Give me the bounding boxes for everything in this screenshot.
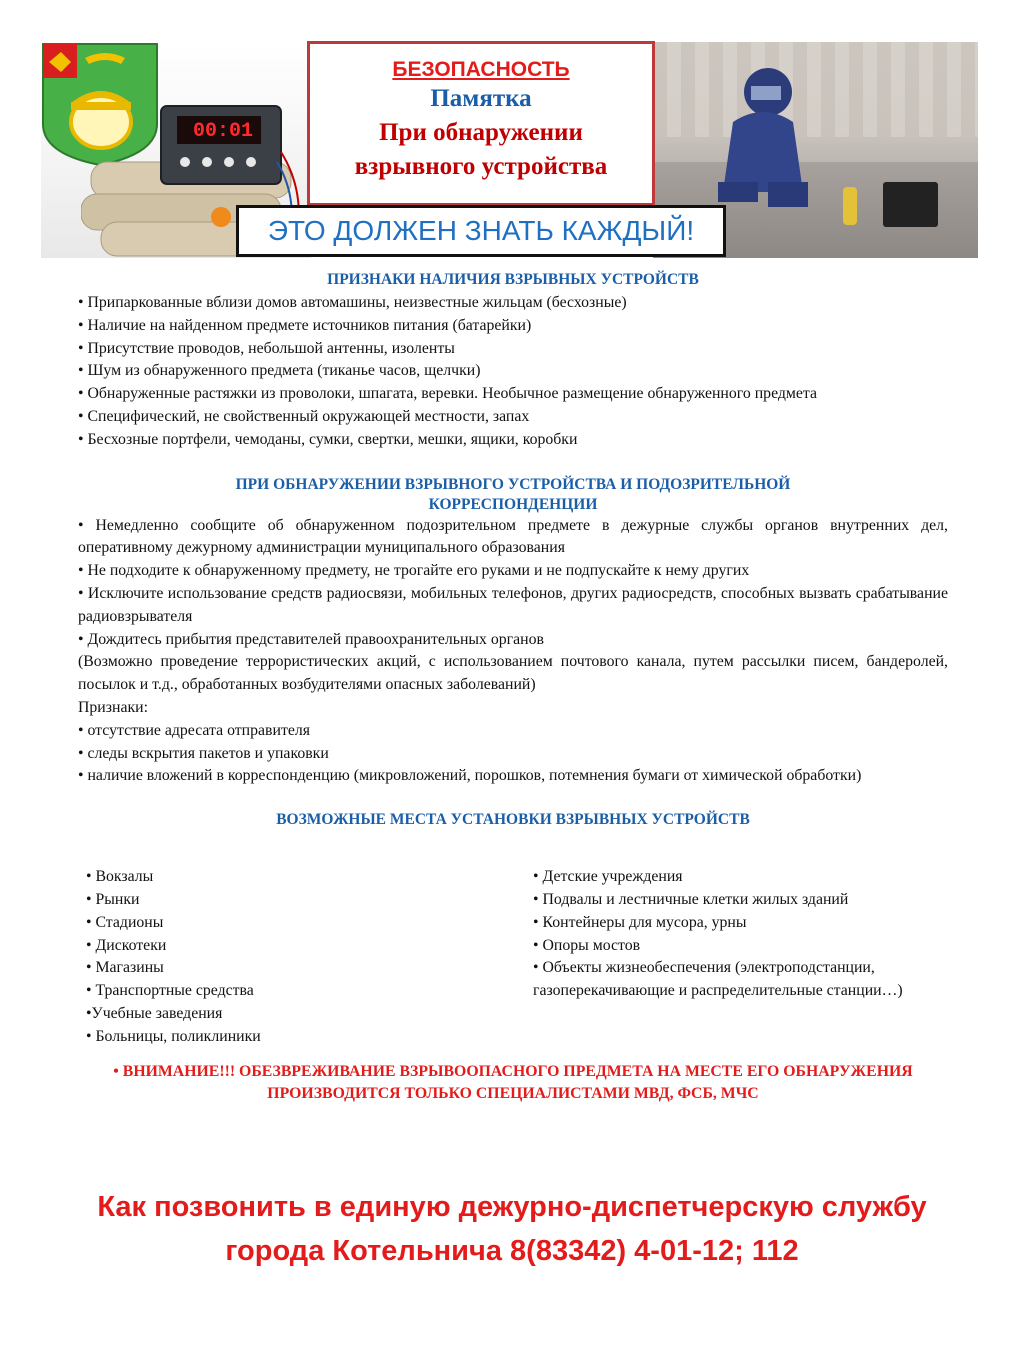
warning-notice: • ВНИМАНИЕ!!! ОБЕЗВРЕЖИВАНИЕ ВЗРЫВООПАСНОГО ПРЕДМЕТА НА МЕСТЕ ЕГО ОБНАРУЖЕНИЯ ПРОИЗВОДИТСЯ ТОЛЬКО СПЕЦИАЛИСТАМИ МВД, ФСБ, МЧС: [113, 1063, 913, 1103]
disrupter-box-icon: [883, 182, 938, 227]
list-item: • отсутствие адресата отправителя: [78, 721, 311, 739]
banner-slogan: ЭТО ДОЛЖЕН ЗНАТЬ КАЖДЫЙ!: [236, 205, 726, 257]
list-item: • Не подходите к обнаруженному предмету, не трогайте его руками и не подпускайте к нему других: [78, 562, 750, 580]
list-item: • Немедленно сообщите об обнаруженном подозрительном предмете в дежурные службы органов внутренних дел, оперативному дежурному администрации муниципального образования: [78, 516, 948, 557]
list-item: • Транспортные средства: [86, 982, 254, 1000]
title-line-1: При обнаружении: [379, 119, 583, 146]
section-actions-heading: ПРИ ОБНАРУЖЕНИИ ВЗРЫВНОГО УСТРОЙСТВА И ПОДОЗРИТЕЛЬНОЙ КОРРЕСПОНДЕНЦИИ: [235, 475, 791, 513]
list-item: (Возможно проведение террористических акций, с использованием почтового канала, путем рассылки писем, бандеролей, посылок и т.д., обработанных возбудителями опасных заболеваний): [78, 653, 948, 694]
places-columns: [78, 866, 948, 1051]
places-right-column: [533, 866, 953, 1003]
section-signs-list: [78, 292, 948, 452]
title-safety: БЕЗОПАСНОСТЬ: [392, 58, 570, 81]
list-item: • Специфический, не свойственный окружающей местности, запах: [78, 407, 530, 425]
list-item: • Объекты жизнеобеспечения (электроподстанции, газоперекачивающие и распределительные станции…): [533, 959, 903, 1000]
list-item: • Вокзалы: [86, 868, 154, 886]
list-item: • Припаркованные вблизи домов автомашины, неизвестные жильцам (бесхозные): [78, 294, 627, 311]
call-line-2: города Котельнича 8(83342) 4-01-12; 112: [225, 1235, 799, 1267]
list-item: Признаки:: [78, 698, 148, 716]
list-item: • Опоры мостов: [533, 936, 641, 954]
list-item: • Больницы, поликлиники: [86, 1027, 261, 1045]
section-signs-heading: ПРИЗНАКИ НАЛИЧИЯ ВЗРЫВНЫХ УСТРОЙСТВ: [327, 271, 699, 288]
bottle-icon: [843, 187, 857, 225]
list-item: • Бесхозные портфели, чемоданы, сумки, свертки, мешки, ящики, коробки: [78, 430, 578, 448]
list-item: • Магазины: [86, 959, 164, 977]
list-item: • Стадионы: [86, 913, 164, 931]
list-item: • Присутствие проводов, небольшой антенны, изоленты: [78, 339, 455, 357]
list-item: • Подвалы и лестничные клетки жилых зданий: [533, 890, 849, 908]
call-info: [40, 1185, 984, 1273]
title-box: [307, 41, 655, 206]
list-item: • Рынки: [86, 890, 140, 908]
call-line-1: Как позвонить в единую дежурно-диспетчерскую службу: [97, 1191, 927, 1223]
title-line-2: взрывного устройства: [354, 153, 608, 180]
list-item: • Детские учреждения: [533, 868, 683, 886]
list-item: • Контейнеры для мусора, урны: [533, 913, 747, 931]
list-item: • Дискотеки: [86, 936, 167, 954]
list-item: • наличие вложений в корреспонденцию (микровложений, порошков, потемнения бумаги от химической обработки): [78, 767, 862, 785]
list-item: • Дождитесь прибытия представителей правоохранительных органов: [78, 630, 544, 648]
title-memo: Памятка: [430, 85, 532, 112]
list-item: • Исключите использование средств радиосвязи, мобильных телефонов, других радиосредств, способных вызвать срабатывание радиовзрывателя: [78, 584, 948, 625]
bomb-timer-display: 00:01: [192, 120, 253, 143]
places-left-column: [86, 866, 516, 1048]
list-item: •Учебные заведения: [86, 1004, 223, 1022]
list-item: • Обнаруженные растяжки из проволоки, шпагата, веревки. Необычное размещение обнаруженного предмета: [78, 385, 818, 403]
bomb-disposal-suit-icon: [713, 62, 808, 212]
main-content: [78, 270, 948, 1105]
list-item: • Шум из обнаруженного предмета (тиканье часов, щелчки): [78, 362, 481, 380]
section-actions-list: [78, 515, 948, 789]
list-item: • следы вскрытия пакетов и упаковки: [78, 744, 329, 762]
section-places-heading: ВОЗМОЖНЫЕ МЕСТА УСТАНОВКИ ВЗРЫВНЫХ УСТРОЙСТВ: [276, 811, 750, 829]
list-item: • Наличие на найденном предмете источников питания (батарейки): [78, 316, 532, 334]
